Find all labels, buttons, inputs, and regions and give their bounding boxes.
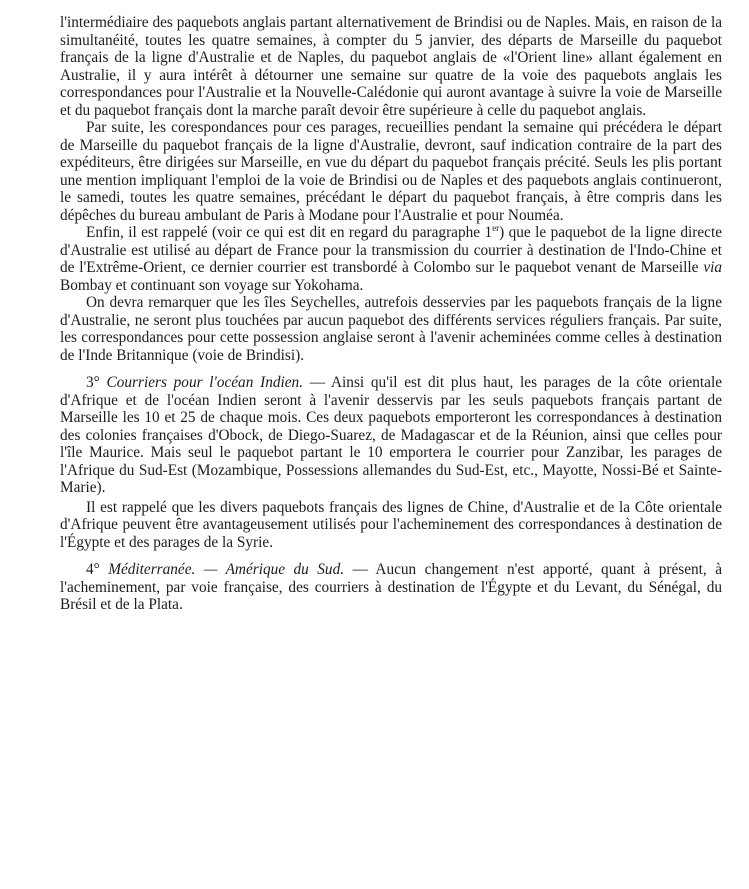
paragraph-continued-brindisi: l'intermédiaire des paquebots anglais partant alternativement de Brindisi ou de Naples. Mais, en raison de la simultanéité, toutes les quatre semaines, à compter du 5 janvier, des départs de Marseille du paquebot français de la ligne d'Australie et de Naples, du paquebot anglais de «l'Orient line» allant également en Australie, il y aura intérêt à détourner une semaine sur quatre de la voie des paquebots anglais les correspondances pour l'Australie et la Nouvelle-Calédonie qui auront avantage à suivre la voie de Marseille et du paquebot français dont la marche paraît devoir être supérieure à celle du paquebot anglais. <box>60 14 722 119</box>
section-heading: Méditerranée. — Amérique du Sud. <box>108 561 345 578</box>
paragraph-text-part: Bombay et continuant son voyage sur Yokohama. <box>60 276 364 294</box>
via-italic: via <box>703 259 723 276</box>
paragraph-ligne-directe-australie <box>60 224 722 294</box>
section-number: 3° <box>86 374 100 391</box>
section-mediterranee <box>60 561 722 614</box>
paragraph-seychelles: On devra remarquer que les îles Seychelles, autrefois desservies par les paquebots français de la ligne d'Australie, ne seront plus touchées par aucun paquebot des différents services réguliers français. Par suite, les correspondances pour cette possession anglaise seront à l'avenir acheminées comme celles à destination de l'Inde Britannique (voie de Brindisi). <box>60 294 722 364</box>
document-page <box>60 14 722 614</box>
section-ocean-indien <box>60 374 722 497</box>
paragraph-text-part: Enfin, il est rappelé (voir ce qui est dit en regard du paragraphe 1 <box>86 224 493 241</box>
paragraph-text-part: ) que le paquebot de la ligne directe d'Australie est utilisé au départ de France pour la transmission du courrier à destination de l'Indo-Chine et de l'Extrême-Orient, ce dernier courrier est transbordé à Colombo sur le paquebot venant de Marseille <box>60 224 722 276</box>
section-text: — Ainsi qu'il est dit plus haut, les parages de la côte orientale d'Afrique et de l'océan Indien seront à l'avenir desservis par les seuls paquebots français partant de Marseille les 10 et 25 de chaque mois. Ces deux paquebots emporteront les correspondances à destination des colonies françaises d'Obock, de Diego-Suarez, de Madagascar et de la Réunion, ainsi que celles pour l'île Maurice. Mais seul le paquebot partant le 10 emportera le courrier pour Zanzibar, les parages de l'Afrique du Sud-Est (Mozambique, Possessions allemandes du Sud-Est, etc., Mayotte, Nossi-Bé et Sainte-Marie). <box>60 374 723 496</box>
section-number: 4° <box>86 561 100 578</box>
superscript-ordinal: er <box>492 222 500 233</box>
section-text: — Aucun changement n'est apporté, quant à présent, à l'acheminement, par voie française, des courriers à destination de l'Égypte et du Levant, du Sénégal, du Brésil et de la Plata. <box>60 561 723 613</box>
paragraph-corespondances-marseille: Par suite, les corespondances pour ces parages, recueillies pendant la semaine qui précédera le départ de Marseille du paquebot français de la ligne d'Australie, devront, sauf indication contraire de la part des expéditeurs, être dirigées sur Marseille, en vue du départ du paquebot français précité. Seuls les plis portant une mention impliquant l'emploi de la voie de Brindisi ou de Naples et des paquebots anglais continueront, le samedi, toutes les quatre semaines, précédant le départ du paquebot français, à être compris dans les dépêches du bureau ambulant de Paris à Modane pour l'Australie et pour Nouméa. <box>60 119 722 224</box>
section-heading: Courriers pour l'océan Indien. <box>106 374 304 391</box>
paragraph-egypte-syrie: Il est rappelé que les divers paquebots français des lignes de Chine, d'Australie et de la Côte orientale d'Afrique peuvent être avantageusement utilisés pour l'acheminement des correspondances à destination de l'Égypte et des parages de la Syrie. <box>60 498 722 551</box>
